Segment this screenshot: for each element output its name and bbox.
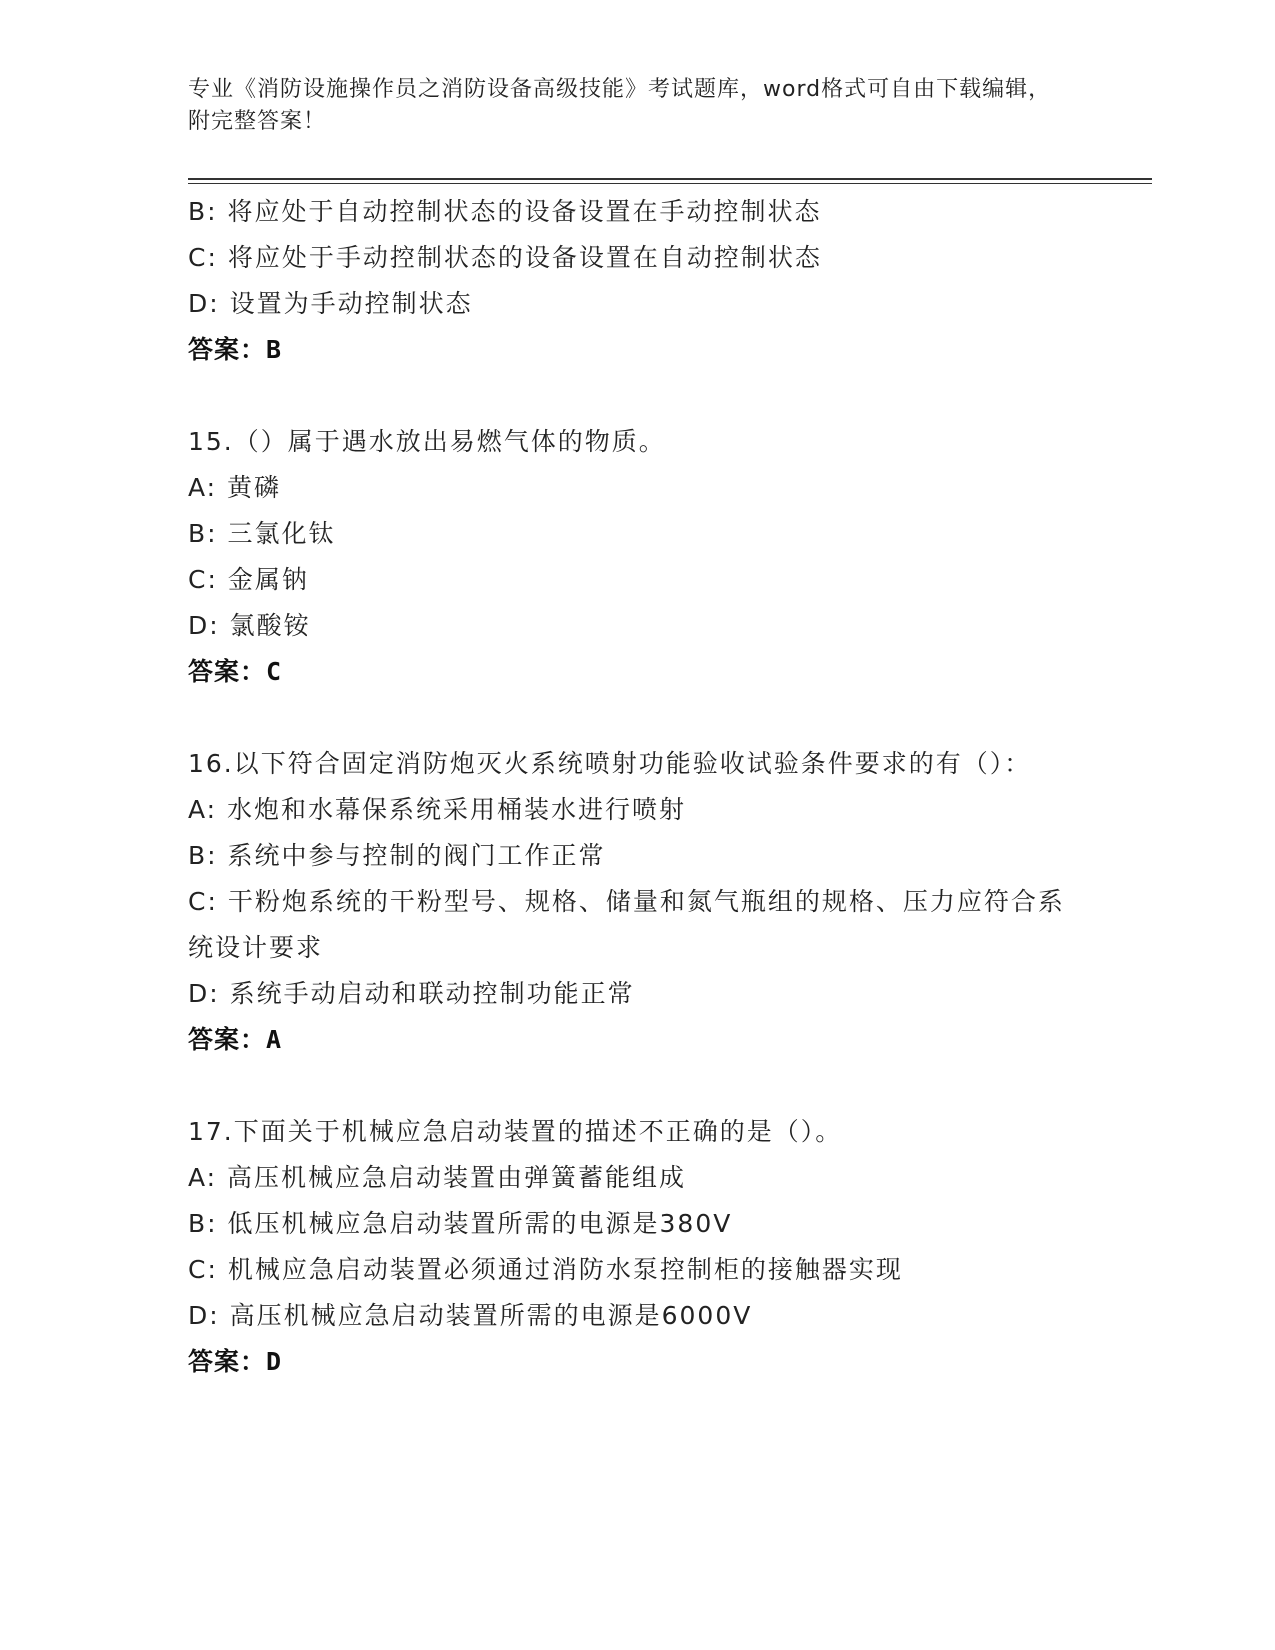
answer-label: 答案： — [188, 1025, 267, 1054]
option-c: C: 机械应急启动装置必须通过消防水泵控制柜的接触器实现 — [188, 1255, 903, 1284]
option-c: C: 金属钠 — [188, 565, 309, 594]
answer-value: C — [266, 657, 282, 686]
option-a: A: 黄磷 — [188, 473, 282, 502]
header-divider-thin — [188, 183, 1152, 184]
option-b: B: 将应处于自动控制状态的设备设置在手动控制状态 — [188, 197, 822, 226]
document-header: 专业《消防设施操作员之消防设备高级技能》考试题库，word格式可自由下载编辑，附完整答案！ — [188, 77, 1052, 134]
answer-line — [188, 1339, 1088, 1385]
option-d: D: 设置为手动控制状态 — [188, 289, 473, 318]
answer-value: B — [266, 335, 282, 364]
question-text: 16.以下符合固定消防炮灭火系统喷射功能验收试验条件要求的有（）： — [188, 749, 1032, 778]
question-block-17 — [188, 1109, 1088, 1385]
question-block-14 — [188, 189, 1088, 373]
answer-line — [188, 1017, 1088, 1063]
answer-label: 答案： — [188, 1347, 267, 1376]
spacer — [188, 695, 1088, 741]
question-text: 17.下面关于机械应急启动装置的描述不正确的是（）。 — [188, 1117, 843, 1146]
option-a: A: 水炮和水幕保系统采用桶装水进行喷射 — [188, 795, 687, 824]
option-d: D: 氯酸铵 — [188, 611, 311, 640]
spacer — [188, 373, 1088, 419]
question-list — [188, 189, 1088, 1385]
option-d: D: 系统手动启动和联动控制功能正常 — [188, 979, 635, 1008]
answer-line — [188, 649, 1088, 695]
answer-value: D — [266, 1347, 282, 1376]
spacer — [188, 1063, 1088, 1109]
question-text: 15.（）属于遇水放出易燃气体的物质。 — [188, 427, 666, 456]
header-divider-thick — [188, 178, 1152, 180]
option-d: D: 高压机械应急启动装置所需的电源是6000V — [188, 1301, 753, 1330]
answer-line — [188, 327, 1088, 373]
question-block-16 — [188, 741, 1088, 1063]
option-c: C: 干粉炮系统的干粉型号、规格、储量和氮气瓶组的规格、压力应符合系统设计要求 — [188, 887, 1065, 962]
option-b: B: 三氯化钛 — [188, 519, 336, 548]
answer-label: 答案： — [188, 335, 267, 364]
option-c: C: 将应处于手动控制状态的设备设置在自动控制状态 — [188, 243, 822, 272]
question-block-15 — [188, 419, 1088, 695]
answer-value: A — [266, 1025, 282, 1054]
option-b: B: 低压机械应急启动装置所需的电源是380V — [188, 1209, 733, 1238]
option-b: B: 系统中参与控制的阀门工作正常 — [188, 841, 606, 870]
option-a: A: 高压机械应急启动装置由弹簧蓄能组成 — [188, 1163, 687, 1192]
answer-label: 答案： — [188, 657, 267, 686]
